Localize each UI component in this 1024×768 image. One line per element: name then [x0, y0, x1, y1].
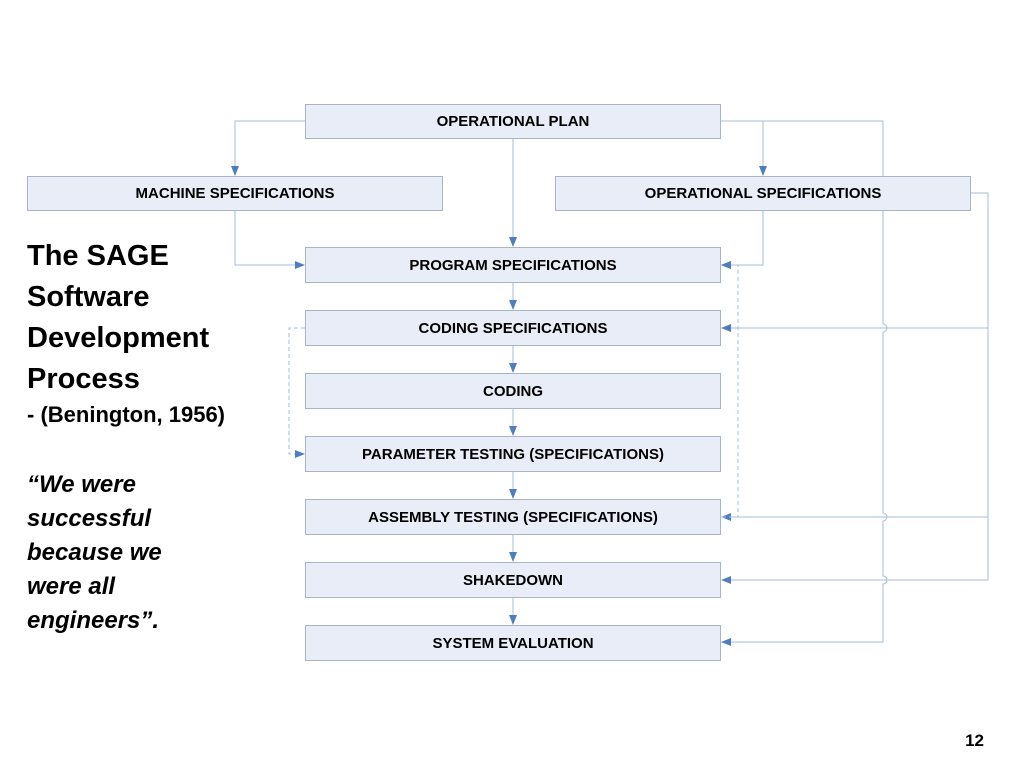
connector-op-specs-to-coding-specs — [722, 193, 988, 328]
system-evaluation-box — [305, 625, 721, 661]
quote-line: successful — [27, 505, 152, 532]
connector-op-specs-to-program-specs — [722, 211, 763, 265]
shakedown-label: SHAKEDOWN — [463, 571, 563, 589]
citation: - (Benington, 1956) — [27, 402, 226, 427]
program-specifications-box — [305, 247, 721, 283]
operational-plan-label: OPERATIONAL PLAN — [436, 113, 590, 130]
quote-line: were all — [27, 573, 116, 600]
quote-line: “We were — [27, 471, 136, 498]
coding-specifications-label: CODING SPECIFICATIONS — [418, 319, 608, 337]
assembly-testing-box — [305, 499, 721, 535]
quote-line: engineers”. — [27, 607, 160, 634]
parameter-testing-label: PARAMETER TESTING (SPECIFICATIONS) — [362, 445, 664, 463]
connector-plan-to-machine-specs — [235, 121, 305, 175]
slide-title — [27, 236, 297, 400]
slide-text — [27, 236, 297, 638]
connector-op-specs-to-shakedown — [722, 517, 988, 580]
coding-specifications-box — [305, 310, 721, 346]
coding-box — [305, 373, 721, 409]
machine-specifications-box — [27, 176, 443, 211]
connector-plan-to-op-specs — [721, 121, 763, 175]
operational-specifications-label: OPERATIONAL SPECIFICATIONS — [644, 185, 882, 202]
operational-plan-box — [305, 104, 721, 139]
title-line: Software — [27, 281, 150, 313]
title-line: Process — [27, 363, 140, 395]
operational-specifications-box — [555, 176, 971, 211]
assembly-testing-label: ASSEMBLY TESTING (SPECIFICATIONS) — [368, 508, 658, 526]
machine-specifications-label: MACHINE SPECIFICATIONS — [135, 185, 335, 202]
page-number: 12 — [965, 731, 984, 750]
dashed-assembly-to-program-specs — [722, 265, 738, 517]
shakedown-box — [305, 562, 721, 598]
parameter-testing-box — [305, 436, 721, 472]
quote — [27, 468, 297, 638]
quote-line: because we — [27, 539, 162, 566]
title-line: Development — [27, 322, 210, 354]
connector-op-specs-to-assembly-testing — [722, 328, 988, 517]
coding-label: CODING — [483, 382, 543, 400]
program-specifications-label: PROGRAM SPECIFICATIONS — [409, 256, 617, 274]
system-evaluation-label: SYSTEM EVALUATION — [432, 634, 594, 652]
title-line: The SAGE — [27, 240, 169, 272]
